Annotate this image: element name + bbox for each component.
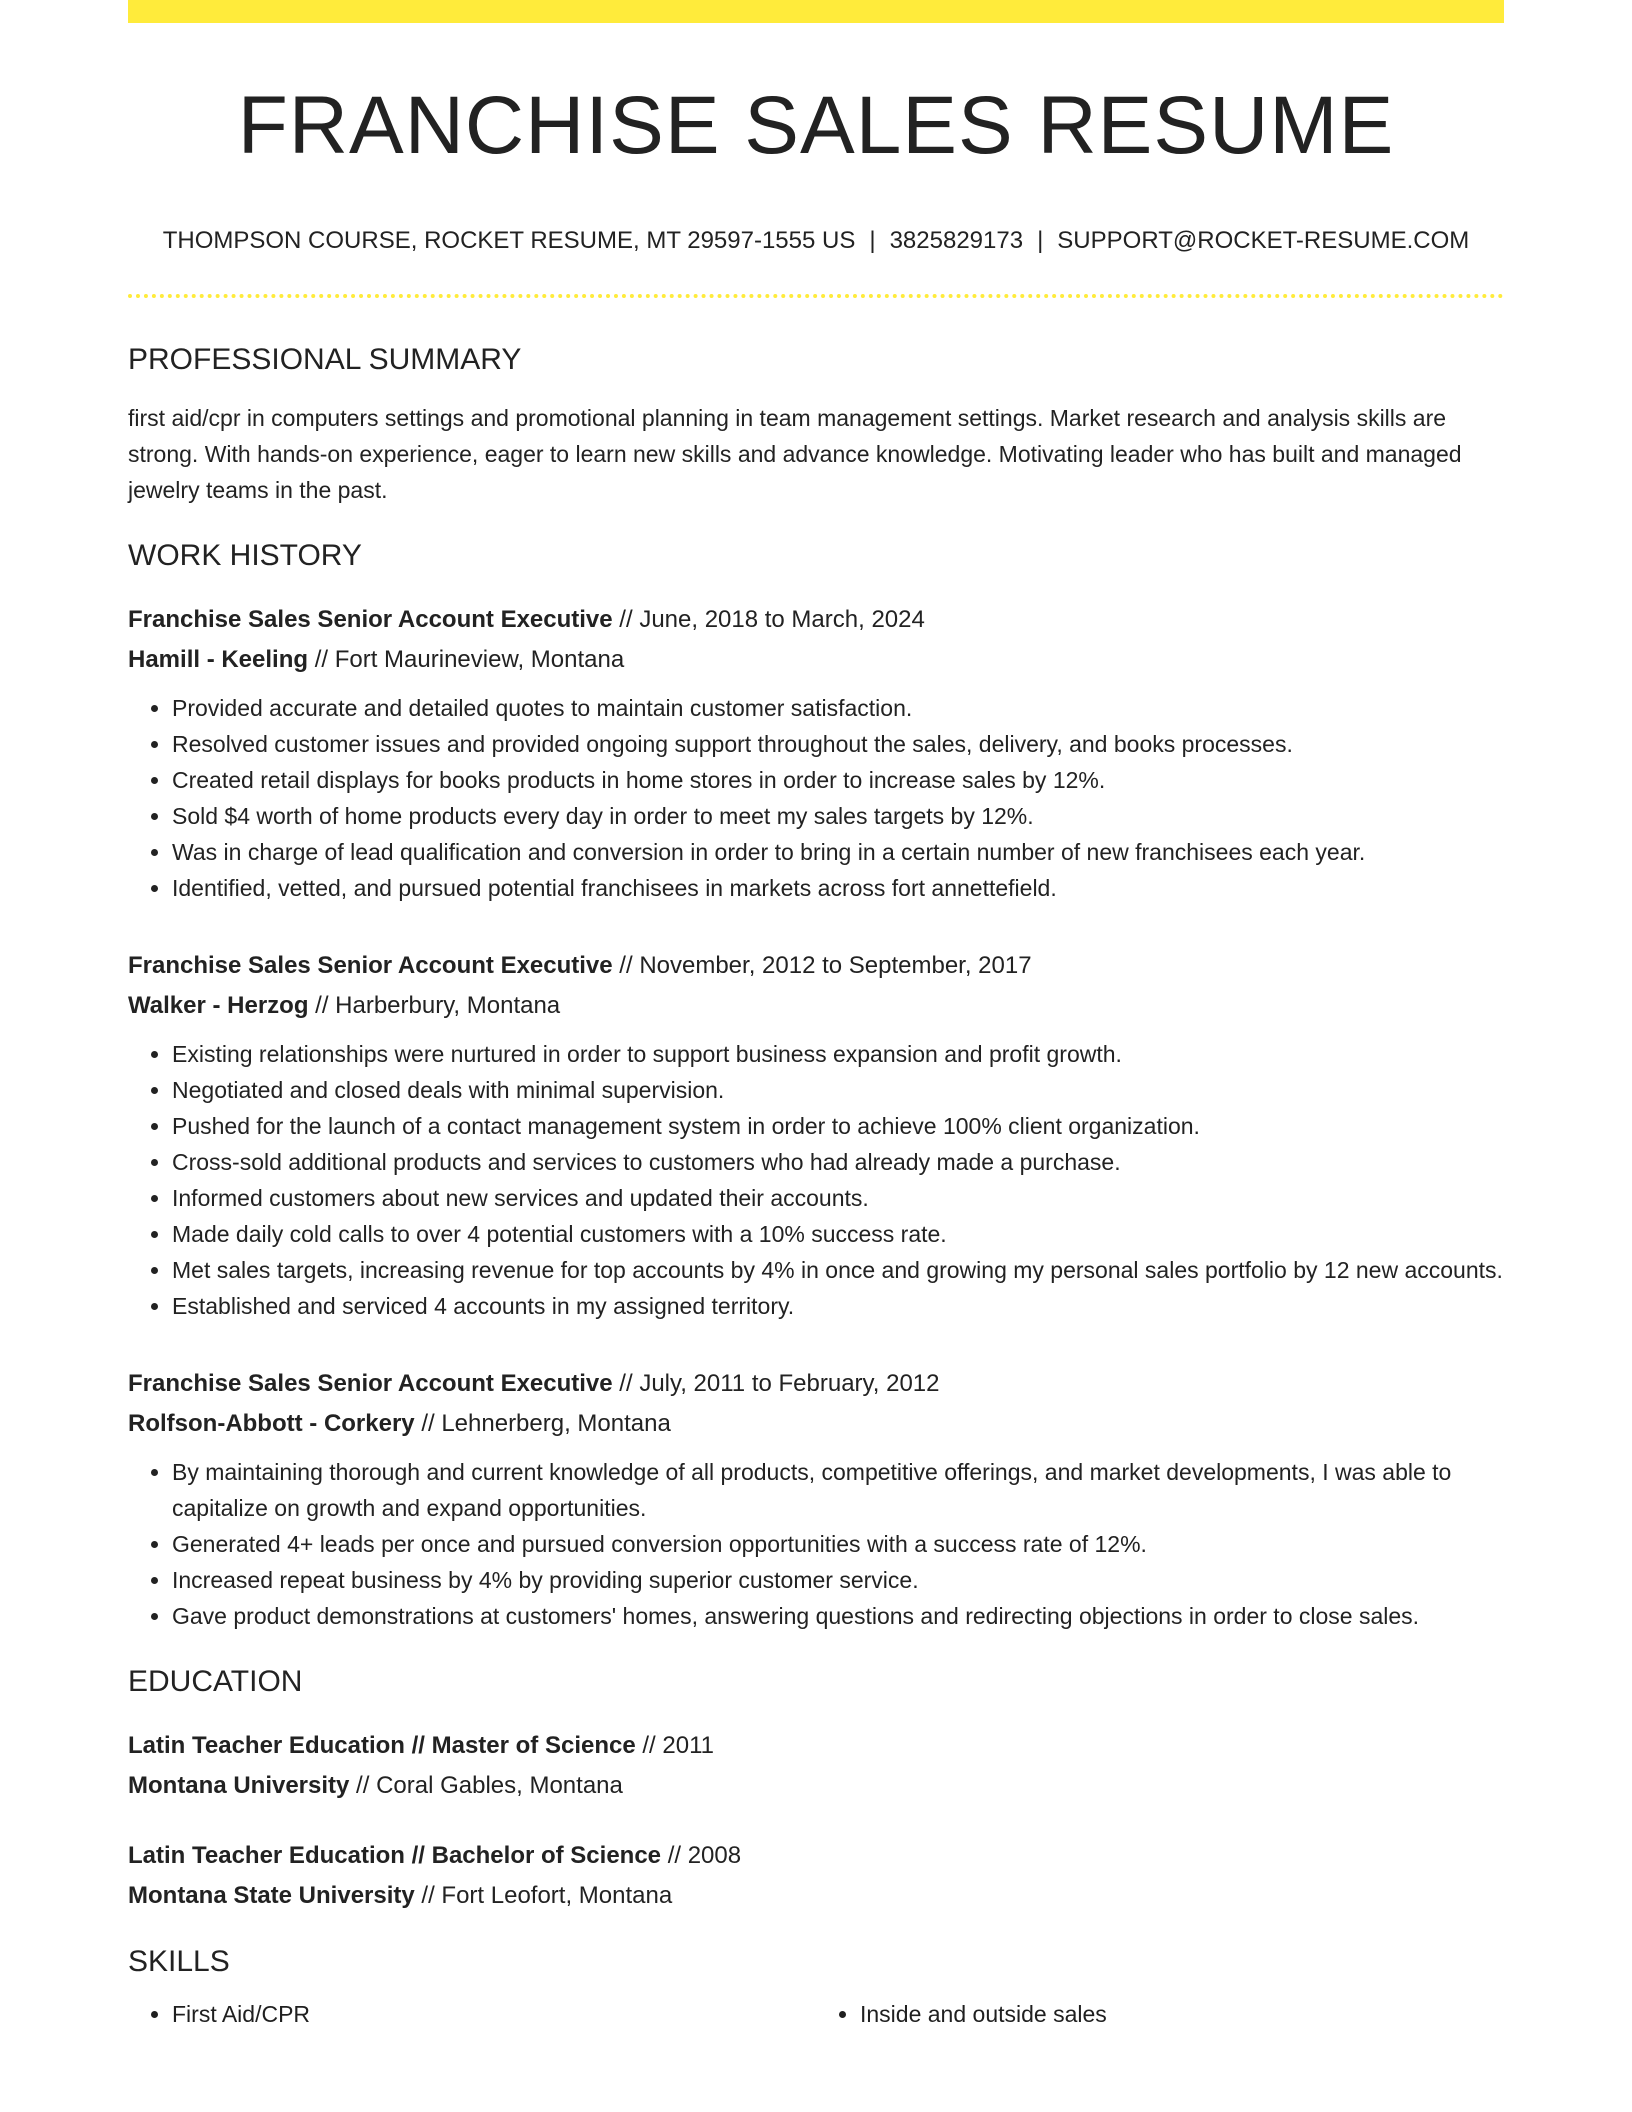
contact-email[interactable]: SUPPORT@ROCKET-RESUME.COM — [1057, 227, 1470, 255]
education-degree-line — [128, 1836, 1504, 1876]
education-degree: Latin Teacher Education // Bachelor of Science — [128, 1841, 662, 1869]
skills-heading: SKILLS — [128, 1944, 230, 1978]
skills-column-left — [128, 1996, 816, 2032]
job-company: Hamill - Keeling — [128, 645, 309, 673]
list-item: • Established and serviced 4 accounts in my assigned territory. — [172, 1288, 1504, 1324]
education-school: Montana State University — [128, 1881, 415, 1909]
education-school-line — [128, 1766, 1504, 1806]
job-entry — [128, 600, 1504, 906]
job-company-line — [128, 1404, 1504, 1444]
job-dates: // June, 2018 to March, 2024 — [612, 605, 925, 633]
list-item: • Created retail displays for books products in home stores in order to increase sales by 12%. — [172, 762, 1504, 798]
list-item: • Cross-sold additional products and services to customers who had already made a purchase. — [172, 1144, 1504, 1180]
contact-separator: | — [869, 227, 876, 255]
list-item: • Existing relationships were nurtured in order to support business expansion and profit growth. — [172, 1036, 1504, 1072]
skills-column-right — [816, 1996, 1504, 2032]
summary-text: first aid/cpr in computers settings and promotional planning in team management settings. Market research and analysis skills are strong. With hands-on experience, eager to learn new skills and advance knowledge. Motivating leader who has built and managed jewelry teams in the past. — [128, 404, 1462, 503]
job-company-line — [128, 640, 1504, 680]
list-item: • Resolved customer issues and provided ongoing support throughout the sales, delivery, and books processes. — [172, 726, 1504, 762]
list-item: • Made daily cold calls to over 4 potential customers with a 10% success rate. — [172, 1216, 1504, 1252]
education-school: Montana University — [128, 1771, 350, 1799]
education-school-line — [128, 1876, 1504, 1916]
education-entry — [128, 1726, 1504, 1806]
education-location: // Coral Gables, Montana — [349, 1771, 623, 1799]
list-item: • Generated 4+ leads per once and pursued conversion opportunities with a success rate of 12%. — [172, 1526, 1504, 1562]
education-location: // Fort Leofort, Montana — [414, 1881, 673, 1909]
job-bullets — [128, 690, 1504, 906]
list-item: • Met sales targets, increasing revenue for top accounts by 4% in once and growing my personal sales portfolio by 12 new accounts. — [172, 1252, 1504, 1288]
list-item: • Was in charge of lead qualification and conversion in order to bring in a certain number of new franchisees each year. — [172, 834, 1504, 870]
list-item: • Increased repeat business by 4% by providing superior customer service. — [172, 1562, 1504, 1598]
resume-title: FRANCHISE SALES RESUME — [237, 80, 1395, 171]
job-title-line — [128, 946, 1504, 986]
list-item: • By maintaining thorough and current knowledge of all products, competitive offerings, and market developments, I was able to capitalize on growth and expand opportunities. — [172, 1454, 1504, 1526]
list-item: • Inside and outside sales — [860, 1996, 1504, 2032]
job-entry — [128, 946, 1504, 1324]
education-heading: EDUCATION — [128, 1664, 303, 1698]
job-location: // Fort Maurineview, Montana — [308, 645, 625, 673]
job-bullets — [128, 1454, 1504, 1634]
job-title-line — [128, 600, 1504, 640]
job-company: Walker - Herzog — [128, 991, 309, 1019]
summary-heading: PROFESSIONAL SUMMARY — [128, 342, 522, 376]
job-location: // Lehnerberg, Montana — [414, 1409, 671, 1437]
job-dates: // July, 2011 to February, 2012 — [612, 1369, 940, 1397]
list-item: • Pushed for the launch of a contact management system in order to achieve 100% client organization. — [172, 1108, 1504, 1144]
job-title: Franchise Sales Senior Account Executive — [128, 1369, 613, 1397]
list-item: • First Aid/CPR — [172, 1996, 816, 2032]
job-bullets — [128, 1036, 1504, 1324]
job-company-line — [128, 986, 1504, 1026]
work-history-heading: WORK HISTORY — [128, 538, 362, 572]
dotted-divider — [128, 294, 1504, 298]
list-item: • Informed customers about new services and updated their accounts. — [172, 1180, 1504, 1216]
skills-list — [128, 1996, 1504, 2032]
education-degree-line — [128, 1726, 1504, 1766]
contact-address: THOMPSON COURSE, ROCKET RESUME, MT 29597-1555 US — [162, 227, 856, 255]
education-degree: Latin Teacher Education // Master of Science — [128, 1731, 636, 1759]
list-item: • Provided accurate and detailed quotes to maintain customer satisfaction. — [172, 690, 1504, 726]
contact-phone[interactable]: 3825829173 — [889, 227, 1024, 255]
job-title-line — [128, 1364, 1504, 1404]
education-year: // 2011 — [635, 1731, 714, 1759]
job-entry — [128, 1364, 1504, 1634]
education-year: // 2008 — [661, 1841, 742, 1869]
resume-page — [128, 0, 1504, 2032]
list-item: • Negotiated and closed deals with minimal supervision. — [172, 1072, 1504, 1108]
contact-line — [128, 227, 1504, 256]
job-dates: // November, 2012 to September, 2017 — [612, 951, 1032, 979]
list-item: • Identified, vetted, and pursued potential franchisees in markets across fort annettefield. — [172, 870, 1504, 906]
list-item: • Gave product demonstrations at customers' homes, answering questions and redirecting objections in order to close sales. — [172, 1598, 1504, 1634]
job-title: Franchise Sales Senior Account Executive — [128, 951, 613, 979]
job-company: Rolfson-Abbott - Corkery — [128, 1409, 415, 1437]
list-item: • Sold $4 worth of home products every day in order to meet my sales targets by 12%. — [172, 798, 1504, 834]
education-entry — [128, 1836, 1504, 1916]
job-location: // Harberbury, Montana — [308, 991, 561, 1019]
top-accent-bar — [128, 0, 1504, 23]
contact-separator: | — [1037, 227, 1044, 255]
job-title: Franchise Sales Senior Account Executive — [128, 605, 613, 633]
